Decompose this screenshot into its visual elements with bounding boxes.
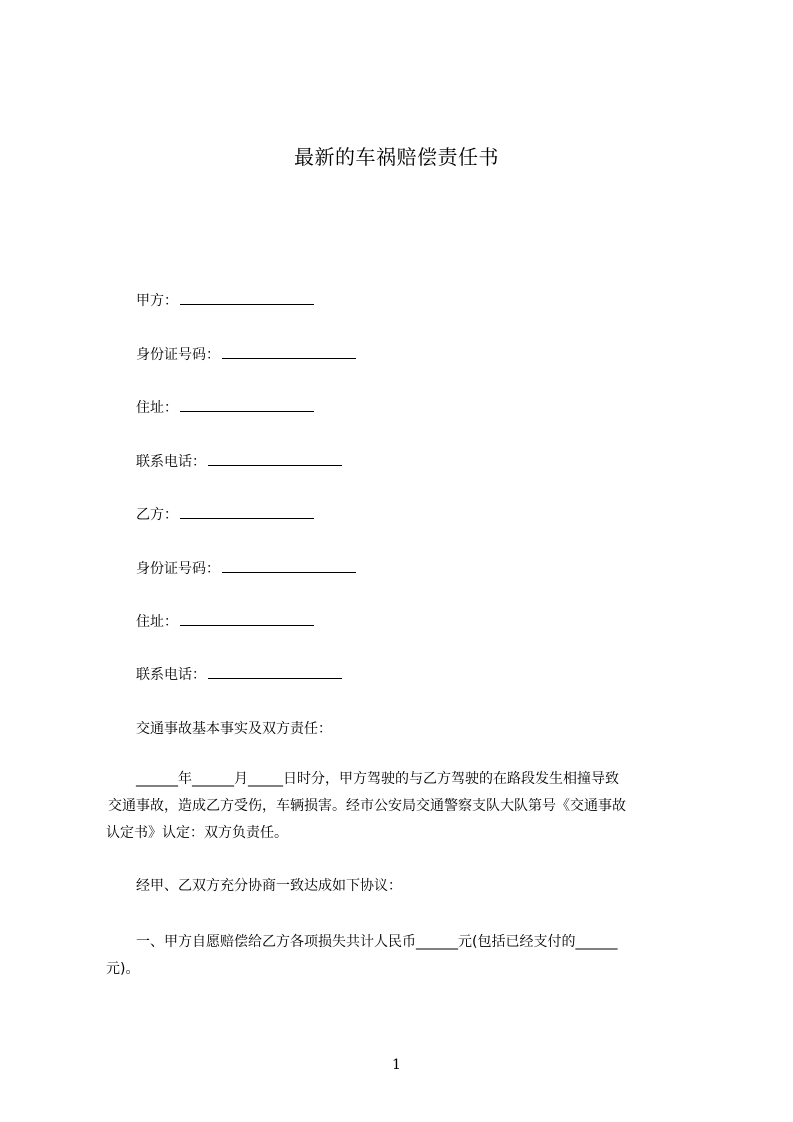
party-a-id-field (136, 345, 356, 365)
party-b-name-blank (180, 505, 314, 519)
party-b-address-field (136, 612, 314, 632)
party-b-address-label: 住址： (136, 614, 178, 630)
party-a-address-blank (180, 398, 314, 412)
party-b-name-label: 乙方： (136, 507, 178, 523)
party-b-id-field (136, 559, 356, 579)
party-b-phone-label: 联系电话： (136, 667, 206, 683)
party-a-name-label: 甲方： (136, 293, 178, 309)
document-title: 最新的车祸赔偿责任书 (294, 145, 499, 169)
party-a-phone-field (136, 452, 342, 472)
agreement-intro: 经甲、乙双方充分协商一致达成如下协议： (136, 878, 402, 894)
facts-line-2: 交通事故，造成乙方受伤，车辆损害。经市公安局交通警察支队大队第号《交通事故 (108, 798, 626, 814)
facts-line-1: ______年______月_____日时分，甲方驾驶的与乙方驾驶的在路段发生相撞导致 (136, 771, 619, 787)
party-a-phone-blank (208, 452, 342, 466)
facts-heading: 交通事故基本事实及双方责任： (136, 721, 332, 737)
clause-1-line-2: 元)。 (106, 961, 140, 977)
party-a-address-field (136, 398, 314, 418)
party-b-id-blank (222, 559, 356, 573)
party-a-name-blank (180, 291, 314, 305)
party-b-phone-blank (208, 665, 342, 679)
page-number: 1 (392, 1057, 401, 1073)
facts-line-3: 认定书》认定：双方负责任。 (106, 825, 288, 841)
party-b-id-label: 身份证号码： (136, 561, 220, 577)
party-a-id-label: 身份证号码： (136, 347, 220, 363)
party-a-address-label: 住址： (136, 400, 178, 416)
party-b-name-field (136, 505, 314, 525)
party-b-address-blank (180, 612, 314, 626)
party-b-phone-field (136, 665, 342, 685)
party-a-phone-label: 联系电话： (136, 454, 206, 470)
party-a-name-field (136, 291, 314, 311)
party-a-id-blank (222, 345, 356, 359)
clause-1-line-1: 一、甲方自愿赔偿给乙方各项损失共计人民币______元(包括已经支付的______ (136, 934, 618, 950)
